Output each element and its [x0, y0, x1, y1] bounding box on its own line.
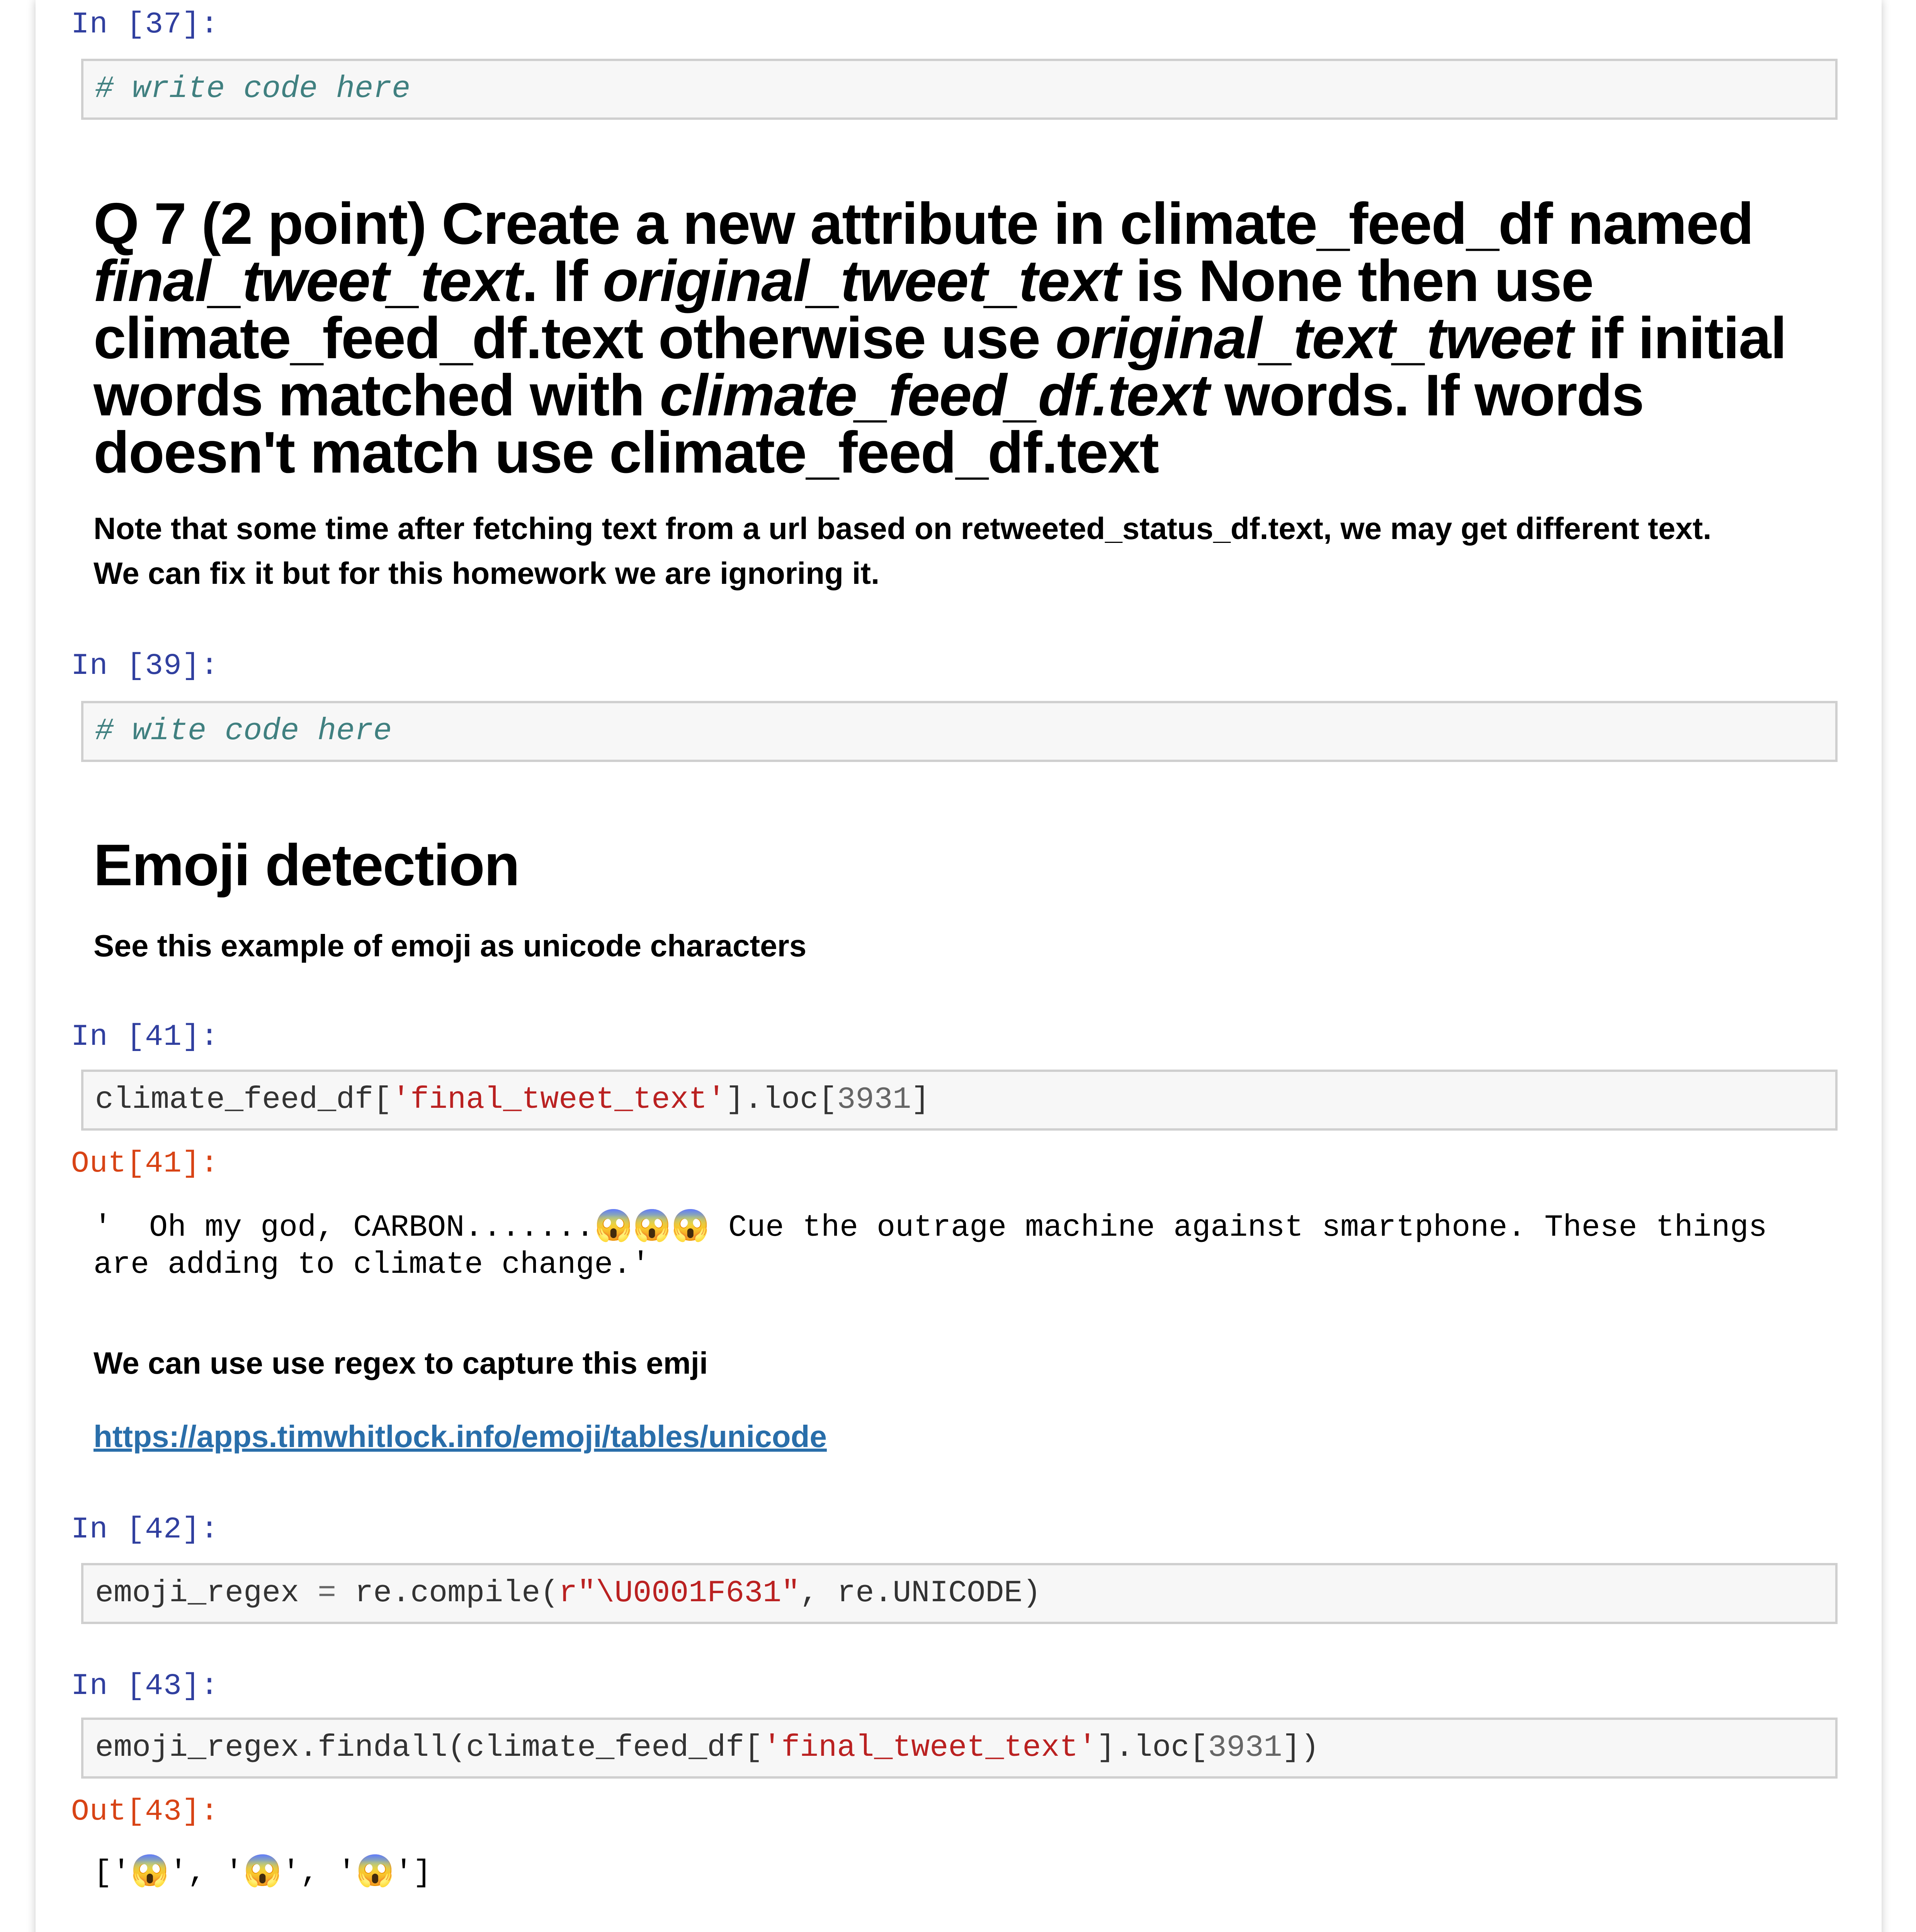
- note-line: Note that some time after fetching text from a url based on retweeted_status_df.text, we may get different text.: [94, 511, 1712, 546]
- code-comment: # write code here: [95, 71, 411, 107]
- notebook-page: [36, 0, 1882, 1932]
- code-cell[interactable]: emoji_regex = re.compile(r"\U0001F631", re.UNICODE): [81, 1563, 1838, 1624]
- note-paragraph: [94, 506, 1840, 596]
- italic-text: original_text_tweet: [1055, 305, 1573, 371]
- question-heading: [94, 191, 1840, 485]
- italic-text: climate_feed_df.text: [660, 362, 1209, 428]
- italic-text: final_tweet_text: [94, 248, 522, 314]
- input-prompt: In [39]:: [71, 649, 219, 683]
- input-prompt: In [37]:: [71, 8, 219, 42]
- italic-text: original_tweet_text: [602, 248, 1120, 314]
- section-heading: Emoji detection: [94, 832, 519, 898]
- code-comment: # wite code here: [95, 714, 392, 749]
- code-cell[interactable]: emoji_regex.findall(climate_feed_df['final_tweet_text'].loc[3931]): [81, 1718, 1838, 1779]
- heading-line: Q 7 (2 point) Create a new attribute in climate_feed_df named: [94, 191, 1753, 257]
- heading-line: doesn't match use climate_feed_df.text: [94, 420, 1159, 485]
- input-prompt: In [41]:: [71, 1020, 219, 1054]
- heading-line: final_tweet_text. If original_tweet_text is None then use: [94, 248, 1593, 314]
- output-prompt: Out[43]:: [71, 1795, 219, 1829]
- input-prompt: In [42]:: [71, 1513, 219, 1547]
- code-cell[interactable]: climate_feed_df['final_tweet_text'].loc[3931]: [81, 1070, 1838, 1131]
- output-prompt: Out[41]:: [71, 1147, 219, 1181]
- note-line: We can fix it but for this homework we are ignoring it.: [94, 556, 880, 590]
- code-cell[interactable]: [81, 59, 1838, 120]
- paragraph: See this example of emoji as unicode characters: [94, 929, 807, 963]
- cell-output: ' Oh my god, CARBON.......😱😱😱 Cue the outrage machine against smartphone. These things are adding to climate change.': [94, 1210, 1767, 1282]
- input-prompt: In [43]:: [71, 1669, 219, 1703]
- link-emoji-table[interactable]: https://apps.timwhitlock.info/emoji/tables/unicode: [94, 1419, 827, 1454]
- heading-line: words matched with climate_feed_df.text words. If words: [94, 362, 1644, 428]
- cell-output: ['😱', '😱', '😱']: [94, 1855, 432, 1891]
- paragraph: We can use use regex to capture this emji: [94, 1346, 708, 1380]
- code-cell[interactable]: [81, 701, 1838, 762]
- heading-line: climate_feed_df.text otherwise use original_text_tweet if initial: [94, 305, 1786, 371]
